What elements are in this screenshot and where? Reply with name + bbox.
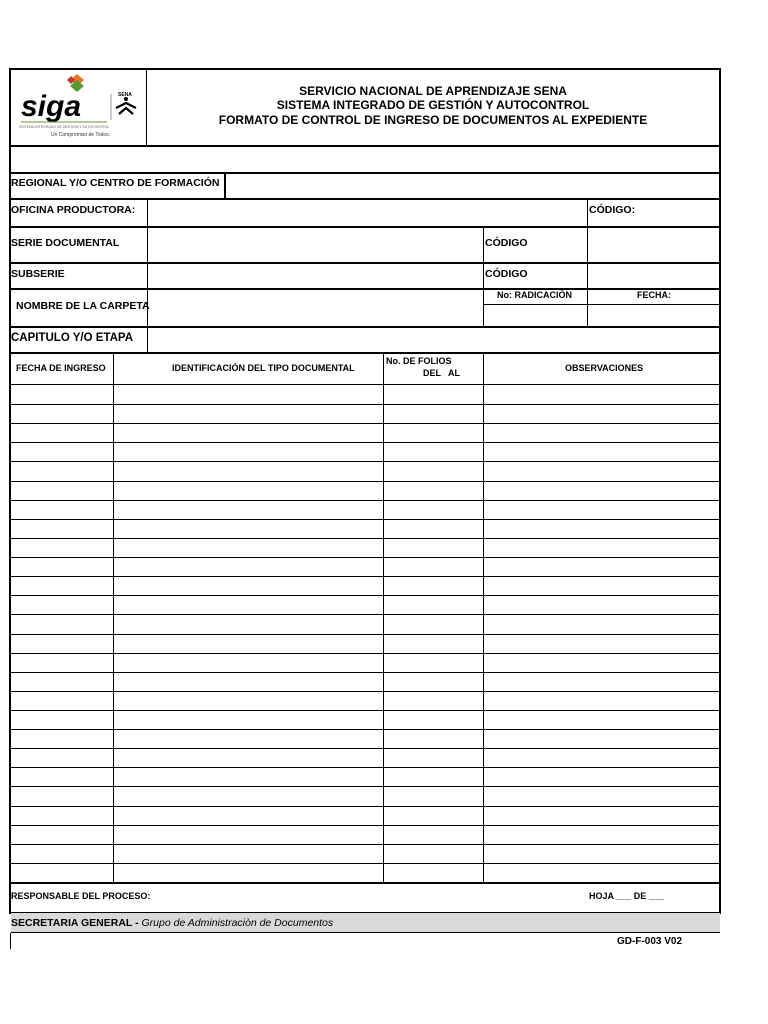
cell-observaciones[interactable] bbox=[484, 614, 719, 632]
cell-identificacion[interactable] bbox=[114, 710, 383, 728]
cell-fecha-ingreso[interactable] bbox=[11, 576, 113, 594]
cell-observaciones[interactable] bbox=[484, 729, 719, 747]
cell-fecha-ingreso[interactable] bbox=[11, 423, 113, 441]
cell-fecha-ingreso[interactable] bbox=[11, 653, 113, 671]
logo-small-text: SISTEMA INTEGRADO DE GESTIÓN Y AUTOCONTROL bbox=[19, 125, 109, 129]
capitulo-label: CAPITULO Y/O ETAPA bbox=[11, 332, 134, 344]
cell-folios[interactable] bbox=[384, 461, 483, 479]
subserie-field[interactable] bbox=[148, 264, 483, 288]
cell-fecha-ingreso[interactable] bbox=[11, 404, 113, 422]
cell-identificacion[interactable] bbox=[114, 748, 383, 766]
radicacion-label: No: RADICACIÓN bbox=[497, 290, 572, 300]
cell-identificacion[interactable] bbox=[114, 500, 383, 518]
serie-label: SERIE DOCUMENTAL bbox=[11, 237, 120, 249]
cell-fecha-ingreso[interactable] bbox=[11, 614, 113, 632]
table-row-divider bbox=[11, 595, 719, 596]
fecha-field[interactable] bbox=[588, 305, 719, 326]
cell-folios[interactable] bbox=[384, 519, 483, 537]
cell-observaciones[interactable] bbox=[484, 691, 719, 709]
cell-folios[interactable] bbox=[384, 729, 483, 747]
serie-field[interactable] bbox=[147, 228, 483, 262]
codigo-subserie-label: CÓDIGO bbox=[485, 268, 528, 280]
table-row-divider bbox=[11, 729, 719, 730]
hoja-label: HOJA ___ DE ___ bbox=[589, 891, 664, 901]
cell-identificacion[interactable] bbox=[114, 404, 383, 422]
table-row-divider bbox=[11, 576, 719, 577]
cell-identificacion[interactable] bbox=[114, 806, 383, 824]
cell-folios[interactable] bbox=[384, 404, 483, 422]
cell-observaciones[interactable] bbox=[484, 634, 719, 652]
codigo-subserie-field[interactable] bbox=[587, 264, 719, 288]
cell-fecha-ingreso[interactable] bbox=[11, 825, 113, 843]
cell-folios[interactable] bbox=[384, 423, 483, 441]
cell-observaciones[interactable] bbox=[484, 576, 719, 594]
col-header-folios-range: DEL AL bbox=[423, 368, 461, 378]
oficina-label: OFICINA PRODUCTORA: bbox=[11, 204, 136, 216]
cell-fecha-ingreso[interactable] bbox=[11, 538, 113, 556]
title-sena: SERVICIO NACIONAL DE APRENDIZAJE SENA bbox=[299, 84, 567, 98]
cell-observaciones[interactable] bbox=[484, 481, 719, 499]
cell-fecha-ingreso[interactable] bbox=[11, 786, 113, 804]
cell-observaciones[interactable] bbox=[484, 825, 719, 843]
cell-fecha-ingreso[interactable] bbox=[11, 385, 113, 403]
cell-identificacion[interactable] bbox=[114, 825, 383, 843]
cell-folios[interactable] bbox=[384, 710, 483, 728]
codigo-serie-field[interactable] bbox=[587, 228, 719, 262]
cell-identificacion[interactable] bbox=[114, 767, 383, 785]
table-row-divider bbox=[11, 461, 719, 462]
table-row-divider bbox=[11, 614, 719, 615]
radicacion-field[interactable] bbox=[484, 305, 587, 326]
cell-identificacion[interactable] bbox=[114, 672, 383, 690]
cell-fecha-ingreso[interactable] bbox=[11, 500, 113, 518]
fecha-label: FECHA: bbox=[637, 290, 671, 300]
cell-fecha-ingreso[interactable] bbox=[11, 634, 113, 652]
cell-identificacion[interactable] bbox=[114, 385, 383, 403]
cell-fecha-ingreso[interactable] bbox=[11, 595, 113, 613]
cell-folios[interactable] bbox=[384, 691, 483, 709]
cell-identificacion[interactable] bbox=[114, 729, 383, 747]
table-row-divider bbox=[11, 423, 719, 424]
table-row-divider bbox=[11, 672, 719, 673]
table-row-divider bbox=[11, 786, 719, 787]
cell-observaciones[interactable] bbox=[484, 710, 719, 728]
col-header-fecha-ingreso: FECHA DE INGRESO bbox=[16, 363, 106, 373]
cell-folios[interactable] bbox=[384, 672, 483, 690]
carpeta-field[interactable] bbox=[148, 290, 483, 326]
form-code: GD-F-003 V02 bbox=[617, 936, 683, 947]
cell-identificacion[interactable] bbox=[114, 634, 383, 652]
cell-observaciones[interactable] bbox=[484, 672, 719, 690]
table-row-divider bbox=[11, 500, 719, 501]
cell-observaciones[interactable] bbox=[484, 595, 719, 613]
table-row-divider bbox=[11, 404, 719, 405]
cell-identificacion[interactable] bbox=[114, 863, 383, 881]
table-row-divider bbox=[11, 767, 719, 768]
cell-fecha-ingreso[interactable] bbox=[11, 461, 113, 479]
table-row-divider bbox=[11, 538, 719, 539]
cell-folios[interactable] bbox=[384, 595, 483, 613]
oficina-field[interactable] bbox=[147, 200, 587, 226]
title-siga: SISTEMA INTEGRADO DE GESTIÓN Y AUTOCONTROL bbox=[276, 98, 590, 112]
cell-folios[interactable] bbox=[384, 786, 483, 804]
cell-observaciones[interactable] bbox=[484, 653, 719, 671]
regional-label: REGIONAL Y/O CENTRO DE FORMACIÓN bbox=[11, 177, 220, 189]
cell-identificacion[interactable] bbox=[114, 844, 383, 862]
cell-folios[interactable] bbox=[384, 614, 483, 632]
cell-folios[interactable] bbox=[384, 385, 483, 403]
capitulo-field[interactable] bbox=[147, 328, 719, 352]
cell-fecha-ingreso[interactable] bbox=[11, 806, 113, 824]
cell-identificacion[interactable] bbox=[114, 538, 383, 556]
cell-fecha-ingreso[interactable] bbox=[11, 767, 113, 785]
cell-folios[interactable] bbox=[384, 538, 483, 556]
cell-observaciones[interactable] bbox=[484, 461, 719, 479]
cell-fecha-ingreso[interactable] bbox=[11, 729, 113, 747]
cell-observaciones[interactable] bbox=[484, 500, 719, 518]
col-header-identificacion: IDENTIFICACIÓN DEL TIPO DOCUMENTAL bbox=[172, 363, 355, 373]
cell-fecha-ingreso[interactable] bbox=[11, 442, 113, 460]
secretaria-label: SECRETARIA GENERAL - bbox=[11, 917, 139, 929]
cell-folios[interactable] bbox=[384, 767, 483, 785]
cell-identificacion[interactable] bbox=[114, 653, 383, 671]
cell-folios[interactable] bbox=[384, 557, 483, 575]
cell-folios[interactable] bbox=[384, 825, 483, 843]
cell-observaciones[interactable] bbox=[484, 519, 719, 537]
cell-identificacion[interactable] bbox=[114, 576, 383, 594]
table-row-divider bbox=[11, 634, 719, 635]
cell-fecha-ingreso[interactable] bbox=[11, 691, 113, 709]
cell-observaciones[interactable] bbox=[484, 806, 719, 824]
subserie-label: SUBSERIE bbox=[11, 268, 65, 280]
cell-observaciones[interactable] bbox=[484, 423, 719, 441]
cell-identificacion[interactable] bbox=[114, 614, 383, 632]
cell-observaciones[interactable] bbox=[484, 786, 719, 804]
cell-fecha-ingreso[interactable] bbox=[11, 844, 113, 862]
cell-observaciones[interactable] bbox=[484, 863, 719, 881]
responsable-label: RESPONSABLE DEL PROCESO: bbox=[11, 891, 151, 901]
cell-fecha-ingreso[interactable] bbox=[11, 519, 113, 537]
cell-folios[interactable] bbox=[384, 442, 483, 460]
carpeta-label: NOMBRE DE LA CARPETA bbox=[16, 300, 150, 312]
cell-identificacion[interactable] bbox=[114, 691, 383, 709]
cell-fecha-ingreso[interactable] bbox=[11, 748, 113, 766]
codigo-label: CÓDIGO: bbox=[589, 204, 636, 216]
divider bbox=[11, 145, 719, 147]
cell-observaciones[interactable] bbox=[484, 844, 719, 862]
cell-observaciones[interactable] bbox=[484, 557, 719, 575]
cell-folios[interactable] bbox=[384, 748, 483, 766]
cell-fecha-ingreso[interactable] bbox=[11, 672, 113, 690]
table-row-divider bbox=[11, 710, 719, 711]
cell-folios[interactable] bbox=[384, 863, 483, 881]
table-row-divider bbox=[11, 481, 719, 482]
svg-text:SENA: SENA bbox=[118, 92, 132, 98]
cell-identificacion[interactable] bbox=[114, 481, 383, 499]
codigo-serie-label: CÓDIGO bbox=[485, 237, 528, 249]
logo-box bbox=[11, 70, 147, 145]
cell-folios[interactable] bbox=[384, 806, 483, 824]
cell-observaciones[interactable] bbox=[484, 538, 719, 556]
grupo-label: Grupo de Administraciòn de Documentos bbox=[141, 917, 334, 929]
cell-folios[interactable] bbox=[384, 653, 483, 671]
divider bbox=[11, 882, 719, 884]
cell-observaciones[interactable] bbox=[484, 748, 719, 766]
table-row-divider bbox=[11, 825, 719, 826]
table-row-divider bbox=[11, 691, 719, 692]
secretaria-text bbox=[11, 917, 333, 929]
cell-identificacion[interactable] bbox=[114, 423, 383, 441]
cell-identificacion[interactable] bbox=[114, 519, 383, 537]
cell-folios[interactable] bbox=[384, 576, 483, 594]
cell-folios[interactable] bbox=[384, 844, 483, 862]
logo-tagline: Un Compromiso de Todos. bbox=[51, 132, 111, 138]
table-row-divider bbox=[11, 844, 719, 845]
cell-observaciones[interactable] bbox=[484, 404, 719, 422]
cell-fecha-ingreso[interactable] bbox=[11, 710, 113, 728]
cell-identificacion[interactable] bbox=[114, 442, 383, 460]
cell-fecha-ingreso[interactable] bbox=[11, 863, 113, 881]
page-title: FORMATO DE CONTROL DE INGRESO DE DOCUMENTOS AL EXPEDIENTE bbox=[218, 113, 648, 127]
col-header-observaciones: OBSERVACIONES bbox=[565, 363, 644, 373]
table-row-divider bbox=[11, 653, 719, 654]
cell-observaciones[interactable] bbox=[484, 767, 719, 785]
cell-folios[interactable] bbox=[384, 634, 483, 652]
cell-observaciones[interactable] bbox=[484, 385, 719, 403]
cell-fecha-ingreso[interactable] bbox=[11, 557, 113, 575]
table-row-divider bbox=[11, 863, 719, 864]
cell-folios[interactable] bbox=[384, 481, 483, 499]
svg-text:siga: siga bbox=[21, 90, 82, 123]
cell-observaciones[interactable] bbox=[484, 442, 719, 460]
divider bbox=[11, 352, 719, 354]
cell-identificacion[interactable] bbox=[114, 786, 383, 804]
table-row-divider bbox=[11, 748, 719, 749]
table-row-divider bbox=[11, 519, 719, 520]
cell-fecha-ingreso[interactable] bbox=[11, 481, 113, 499]
table-row-divider bbox=[11, 557, 719, 558]
cell-identificacion[interactable] bbox=[114, 461, 383, 479]
cell-identificacion[interactable] bbox=[114, 557, 383, 575]
col-header-folios: No. DE FOLIOS bbox=[386, 356, 452, 366]
regional-field[interactable] bbox=[224, 174, 719, 198]
cell-identificacion[interactable] bbox=[114, 595, 383, 613]
cell-folios[interactable] bbox=[384, 500, 483, 518]
divider bbox=[10, 933, 11, 949]
table-row-divider bbox=[11, 806, 719, 807]
table-row-divider bbox=[11, 442, 719, 443]
